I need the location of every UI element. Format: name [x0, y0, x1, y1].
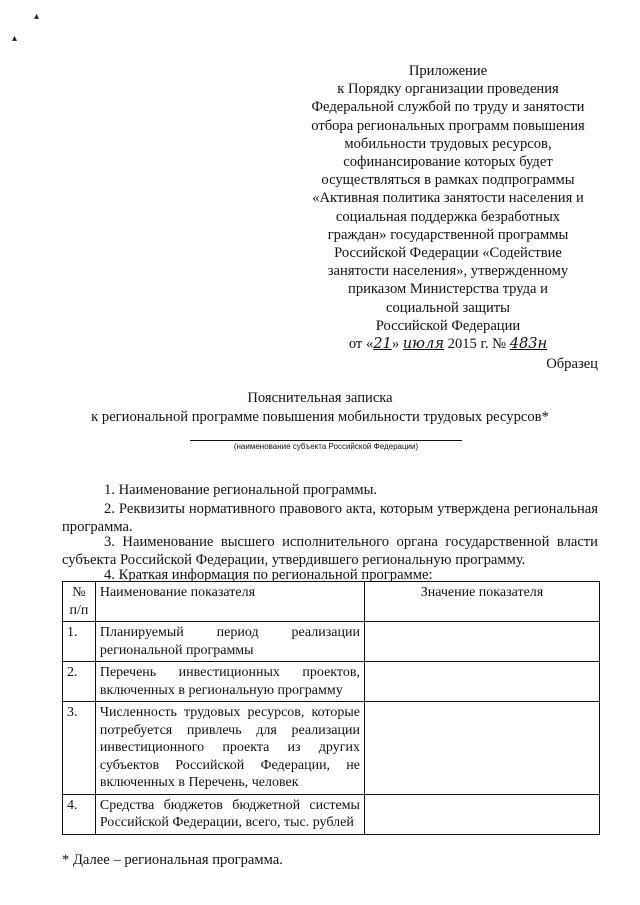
item-4: 4. Краткая информация по региональной программе: [104, 567, 433, 583]
indicator-name: Средства бюджетов бюджетной системы Российской Федерации, всего, тыс. рублей [95, 794, 364, 834]
date-close: » [391, 336, 400, 353]
item-2: 2. Реквизиты нормативного правового акта, которым утверждена региональная программа. [62, 501, 598, 536]
table-row [63, 794, 600, 834]
appendix-line: софинансирование которых будет [343, 154, 553, 171]
order-number-handwritten: 483н [509, 335, 548, 353]
appendix-line: социальной защиты [386, 299, 510, 316]
header-number: № п/п [63, 582, 96, 622]
document-subtitle: к региональной программе повышения мобильности трудовых ресурсов* [91, 409, 549, 425]
indicator-value [364, 702, 599, 795]
indicator-name: Численность трудовых ресурсов, которые потребуется привлечь для реализации инвестиционного проекта из других субъектов Российской Федерации, не включенных в Перечень, человек [95, 702, 364, 795]
appendix-line: отбора региональных программ повышения [311, 117, 585, 134]
date-prefix: от « [348, 336, 374, 353]
subject-name-line [190, 440, 462, 441]
appendix-line: Российской Федерации «Содействие [334, 245, 562, 262]
appendix-line: «Активная политика занятости населения и [312, 190, 584, 207]
sample-label: Образец [546, 356, 598, 372]
date-month-handwritten: июля [402, 335, 444, 353]
appendix-block [300, 62, 596, 353]
indicator-name: Перечень инвестиционных проектов, включенных в региональную программу [95, 662, 364, 702]
date-day-handwritten: 21 [373, 335, 392, 353]
appendix-line: граждан» государственной программы [327, 226, 569, 243]
table-row [63, 662, 600, 702]
indicator-name: Планируемый период реализации региональной программы [95, 622, 364, 662]
item-3: 3. Наименование высшего исполнительного органа государственной власти субъекта Российской Федерации, утвердившего региональную программу. [62, 534, 598, 569]
subject-name-caption: (наименование субъекта Российской Федерации) [233, 442, 419, 451]
scan-mark-top: ▴ [34, 11, 40, 22]
appendix-line: приказом Министерства труда и [348, 281, 548, 298]
order-date-line [300, 335, 596, 353]
table-header-row [63, 582, 600, 622]
row-number: 1. [63, 622, 96, 662]
appendix-line: осуществляться в рамках подпрограммы [321, 172, 575, 189]
scan-mark-left: ▴ [12, 33, 18, 44]
appendix-line: Федеральной службой по труду и занятости [311, 99, 585, 116]
table-row [63, 702, 600, 795]
appendix-line: Российской Федерации [375, 317, 521, 334]
appendix-line: мобильности трудовых ресурсов, [344, 135, 552, 152]
document-title: Пояснительная записка [247, 390, 393, 406]
indicator-table [62, 581, 600, 835]
footnote: * Далее – региональная программа. [62, 852, 283, 868]
table-row [63, 622, 600, 662]
row-number: 4. [63, 794, 96, 834]
header-indicator-value: Значение показателя [364, 582, 599, 622]
date-year: 2015 г. № [447, 336, 507, 353]
item-1: 1. Наименование региональной программы. [104, 482, 378, 498]
appendix-line: к Порядку организации проведения [337, 81, 559, 98]
header-indicator-name: Наименование показателя [95, 582, 364, 622]
appendix-line: Приложение [408, 63, 488, 79]
indicator-value [364, 662, 599, 702]
indicator-value [364, 622, 599, 662]
indicator-value [364, 794, 599, 834]
row-number: 2. [63, 662, 96, 702]
appendix-line: занятости населения», утвержденному [327, 263, 569, 280]
appendix-line: социальная поддержка безработных [335, 208, 561, 225]
row-number: 3. [63, 702, 96, 795]
